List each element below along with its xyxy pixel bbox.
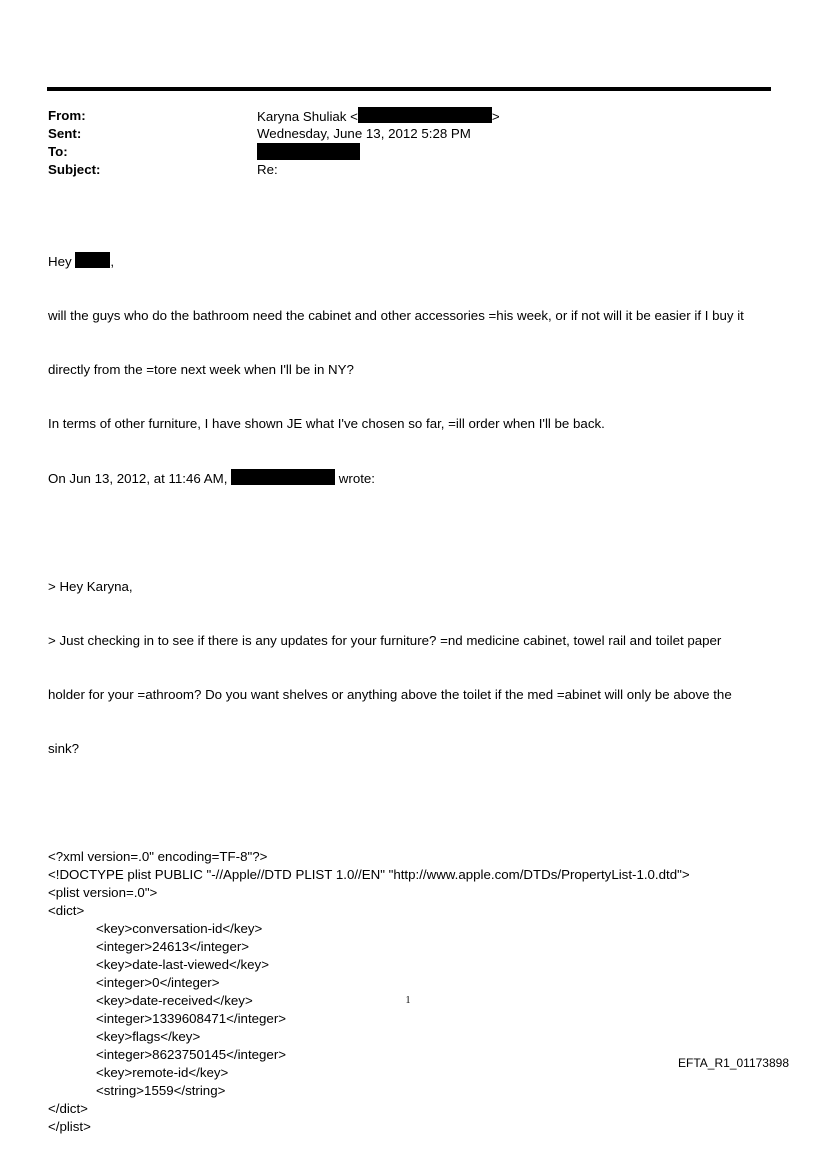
blank-line bbox=[48, 794, 783, 812]
subject-label: Subject: bbox=[48, 162, 101, 177]
plist-line: </dict> bbox=[48, 1101, 88, 1116]
from-value bbox=[257, 107, 500, 126]
plist-line: <?xml version=.0" encoding=TF-8"?> bbox=[48, 849, 268, 864]
plist-line: <dict> bbox=[48, 903, 85, 918]
greeting-line bbox=[48, 252, 783, 271]
quoted-line: sink? bbox=[48, 741, 80, 756]
document-id: EFTA_R1_01173898 bbox=[678, 1056, 789, 1070]
plist-line: <integer>0</integer> bbox=[96, 975, 220, 990]
from-close: > bbox=[491, 109, 500, 124]
redaction-box bbox=[358, 107, 492, 123]
sent-label: Sent: bbox=[48, 126, 82, 141]
attribution-end: wrote: bbox=[335, 471, 375, 486]
plist-line: <string>1559</string> bbox=[96, 1083, 226, 1098]
plist-line: <integer>24613</integer> bbox=[96, 939, 250, 954]
quoted-line: > Hey Karyna, bbox=[48, 579, 133, 594]
plist-line: <integer>1339608471</integer> bbox=[96, 1011, 287, 1026]
redaction-box bbox=[231, 469, 335, 485]
quoted-line: > Just checking in to see if there is any updates for your furniture? =nd medicine cabinet, towel rail and toilet paper bbox=[48, 633, 722, 648]
to-label: To: bbox=[48, 144, 68, 159]
body-line: will the guys who do the bathroom need the cabinet and other accessories =his week, or if not will it be easier if I buy it bbox=[48, 308, 744, 323]
plist-line: <integer>8623750145</integer> bbox=[96, 1047, 287, 1062]
plist-line: <plist version=.0"> bbox=[48, 885, 158, 900]
body-line: directly from the =tore next week when I'll be in NY? bbox=[48, 362, 354, 377]
subject-value: Re: bbox=[257, 162, 278, 177]
from-name: Karyna Shuliak < bbox=[257, 109, 358, 124]
blank-line bbox=[48, 524, 783, 542]
plist-line: <!DOCTYPE plist PUBLIC "-//Apple//DTD PLIST 1.0//EN" "http://www.apple.com/DTDs/PropertyList-1.0.dtd"> bbox=[48, 867, 690, 882]
redaction-box bbox=[257, 143, 360, 160]
attribution-start: On Jun 13, 2012, at 11:46 AM, bbox=[48, 471, 232, 486]
plist-line: <key>remote-id</key> bbox=[96, 1065, 229, 1080]
sent-value: Wednesday, June 13, 2012 5:28 PM bbox=[257, 126, 471, 141]
quote-attribution bbox=[48, 469, 783, 488]
plist-line: <key>date-last-viewed</key> bbox=[96, 957, 269, 972]
redaction-box bbox=[75, 252, 110, 268]
plist-line: <key>date-received</key> bbox=[96, 993, 253, 1008]
quoted-line: holder for your =athroom? Do you want shelves or anything above the toilet if the med =abinet will only be above the bbox=[48, 687, 732, 702]
greeting-comma: , bbox=[110, 254, 115, 269]
page-number: 1 bbox=[405, 995, 411, 1006]
plist-block bbox=[48, 848, 783, 1136]
to-value bbox=[257, 143, 360, 163]
plist-line: <key>flags</key> bbox=[96, 1029, 201, 1044]
plist-line: <key>conversation-id</key> bbox=[96, 921, 263, 936]
message-body bbox=[48, 216, 783, 1154]
from-label: From: bbox=[48, 108, 86, 123]
header-rule bbox=[47, 87, 771, 91]
plist-line: </plist> bbox=[48, 1119, 91, 1134]
greeting-text: Hey bbox=[48, 254, 76, 269]
body-line: In terms of other furniture, I have shown JE what I've chosen so far, =ill order when I'll be back. bbox=[48, 416, 605, 431]
